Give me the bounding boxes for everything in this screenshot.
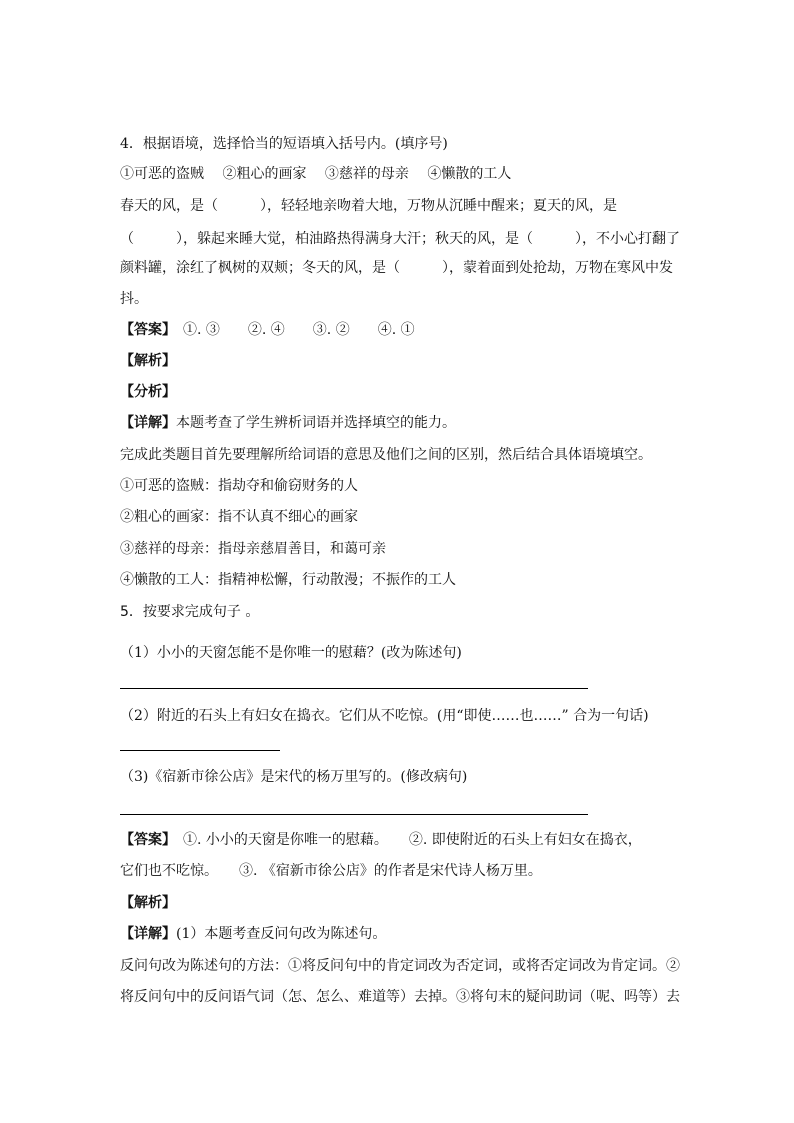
q5-answer-label: 【答案】 [120, 832, 169, 848]
detail-label: 【详解】 [120, 415, 176, 431]
q5-detail-row [120, 924, 386, 944]
question-4-title: 4．根据语境，选择恰当的短语填入括号内。(填序号) [120, 136, 448, 152]
note-4: ④懒散的工人：指精神松懈，行动散漫；不振作的工人 [120, 572, 456, 588]
detail-row [120, 413, 456, 433]
note-1: ①可恶的盗贼：指劫夺和偷窃财务的人 [120, 478, 358, 494]
fenxi-label: 【分析】 [120, 384, 176, 400]
q5-detail-text: (1）本题考查反问句改为陈述句。 [176, 926, 387, 942]
q5-analysis-label: 【解析】 [120, 895, 176, 911]
q5-detail-label: 【详解】 [120, 926, 176, 942]
answer-row [120, 320, 415, 340]
q5-answer-line-2: 它们也不吃惊。 ③. 《宿新市徐公店》的作者是宋代诗人杨万里。 [120, 863, 542, 879]
passage-line-4: 抖。 [120, 291, 148, 307]
passage-line-3: 颜料罐，涂红了枫树的双颊；冬天的风，是（ ），蒙着面到处抢劫，万物在寒风中发 [120, 260, 673, 276]
answer-line-1 [120, 688, 588, 689]
passage-line-2: （ ），躲起来睡大觉，柏油路热得满身大汗；秋天的风，是（ ），不小心打翻了 [120, 231, 680, 247]
sentence-1: （1）小小的天窗怎能不是你唯一的慰藉？(改为陈述句) [120, 645, 462, 661]
answer-text: ①. ③ ②. ④ ③. ② ④. ① [169, 322, 415, 338]
sentence-3: （3)《宿新市徐公店》是宋代的杨万里写的。(修改病句) [120, 769, 468, 785]
method-text: 完成此类题目首先要理解所给词语的意思及他们之间的区别，然后结合具体语境填空。 [120, 447, 652, 463]
note-3: ③慈祥的母亲：指母亲慈眉善目，和蔼可亲 [120, 541, 386, 557]
question-4-options: ①可恶的盗贼 ②粗心的画家 ③慈祥的母亲 ④懒散的工人 [120, 166, 512, 182]
analysis-label: 【解析】 [120, 353, 176, 369]
answer-line-3 [120, 814, 588, 815]
passage-line-1: 春天的风，是（ ），轻轻地亲吻着大地，万物从沉睡中醒来；夏天的风，是 [120, 198, 617, 214]
q5-answer-line-1: ①. 小小的天窗是你唯一的慰藉。 ②. 即使附近的石头上有妇女在捣衣， [169, 832, 642, 848]
note-2: ②粗心的画家：指不认真不细心的画家 [120, 509, 358, 525]
q5-method-line-2: 将反问句中的反问语气词（怎、怎么、难道等）去掉。③将句末的疑问助词（呢、吗等）去 [120, 989, 680, 1005]
sentence-2: （2）附近的石头上有妇女在捣衣。它们从不吃惊。(用“即使……也……” 合为一句话) [120, 708, 649, 724]
detail-text: 本题考查了学生辨析词语并选择填空的能力。 [176, 415, 456, 431]
question-5-title: 5．按要求完成句子 。 [120, 604, 260, 620]
answer-label: 【答案】 [120, 322, 169, 338]
q5-method-line-1: 反问句改为陈述句的方法：①将反问句中的肯定词改为否定词，或将否定词改为肯定词。② [120, 958, 680, 974]
q5-answer-row [120, 830, 642, 850]
answer-line-2 [120, 750, 280, 751]
